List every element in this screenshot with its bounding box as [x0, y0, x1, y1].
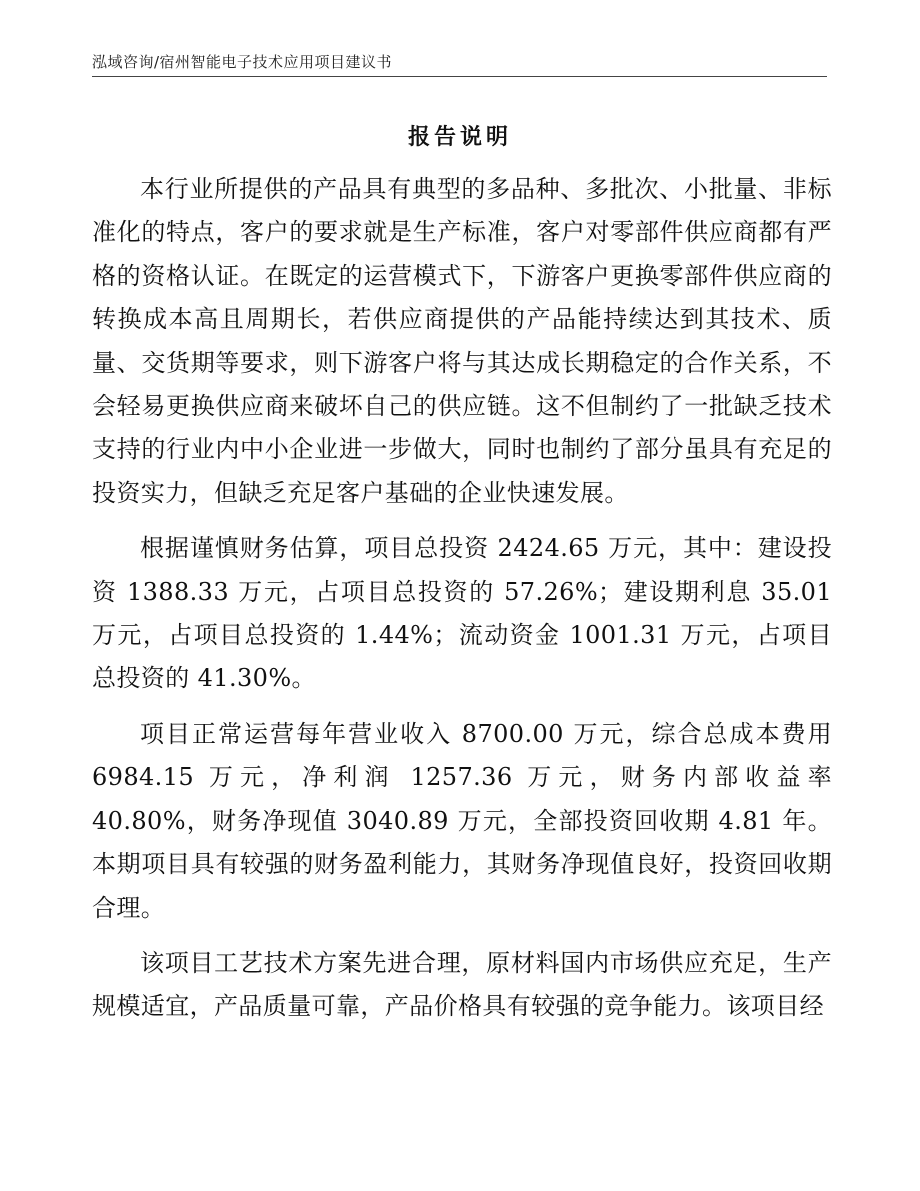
section-title: 报告说明 — [407, 125, 512, 150]
document-body — [92, 168, 832, 1029]
header-divider — [92, 76, 827, 77]
paragraph-investment: 根据谨慎财务估算，项目总投资 2424.65 万元，其中：建设投资 1388.33 万元，占项目总投资的 57.26%；建设期利息 35.01 万元，占项目总投资的 1.44%；流动资金 1001.31 万元，占项目总投资的 41.30%。 — [92, 534, 832, 693]
paragraph-industry: 本行业所提供的产品具有典型的多品种、多批次、小批量、非标准化的特点，客户的要求就是生产标准，客户对零部件供应商都有严格的资格认证。在既定的运营模式下，下游客户更换零部件供应商的转换成本高且周期长，若供应商提供的产品能持续达到其技术、质量、交货期等要求，则下游客户将与其达成长期稳定的合作关系，不会轻易更换供应商来破坏自己的供应链。这不但制约了一批缺乏技术支持的行业内中小企业进一步做大，同时也制约了部分虽具有充足的投资实力，但缺乏充足客户基础的企业快速发展。 — [92, 175, 832, 507]
paragraph-revenue: 项目正常运营每年营业收入 8700.00 万元，综合总成本费用 6984.15 万元，净利润 1257.36 万元，财务内部收益率 40.80%，财务净现值 3040.89 万元，全部投资回收期 4.81 年。本期项目具有较强的财务盈利能力，其财务净现值良好，投资回收期合理。 — [92, 719, 832, 922]
paragraph-technology: 该项目工艺技术方案先进合理，原材料国内市场供应充足，生产规模适宜，产品质量可靠，产品价格具有较强的竞争能力。该项目经 — [92, 948, 832, 1021]
running-header: 泓域咨询/宿州智能电子技术应用项目建议书 — [92, 53, 393, 71]
